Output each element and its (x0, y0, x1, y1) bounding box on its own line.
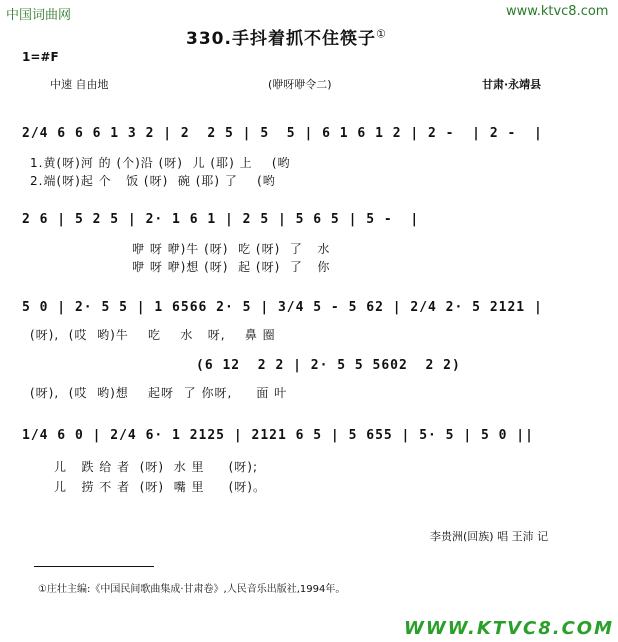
song-title: 330.手抖着抓不住筷子① (186, 27, 387, 49)
lyric-verse-1-row-1: 1.黄(呀)河 的 (个)沿 (呀) 儿 (耶) 上 (哟 (30, 156, 291, 170)
footnote-divider (34, 566, 154, 567)
notation-row-3: 5 0 | 2· 5 5 | 1 6566 2· 5 | 3/4 5 - 5 62 | 2/4 2· 5 2121 | (22, 300, 543, 315)
notation-row-5: 1/4 6 0 | 2/4 6· 1 2125 | 2121 6 5 | 5 655 | 5· 5 | 5 0 || (22, 428, 534, 443)
lyric-verse-1-row-5: 儿 跌 给 者 (呀) 水 里 (呀); (54, 460, 258, 474)
performer-credit: 李贵洲(回族) 唱 王沛 记 (430, 530, 549, 543)
song-region: 甘肃·永靖县 (482, 78, 542, 91)
footnote-text: ①庄壮主编:《中国民间歌曲集成·甘肃卷》,人民音乐出版社,1994年。 (38, 584, 346, 595)
notation-row-1: 2/4 6 6 6 1 3 2 | 2 2 5 | 5 5 | 6 1 6 1 2 | 2 - | 2 - | (22, 126, 543, 141)
site-url-watermark[interactable]: www.ktvc8.com (506, 4, 609, 19)
lyric-verse-2-row-5: 儿 捞 不 者 (呀) 嘴 里 (呀)。 (54, 480, 266, 494)
site-watermark: 中国词曲网 (6, 8, 72, 23)
bottom-url-watermark[interactable]: WWW.KTVC8.COM (404, 618, 614, 639)
footnote-marker: ① (375, 27, 387, 41)
notation-row-4: (6 12 2 2 | 2· 5 5 5602 2 2) (196, 358, 461, 373)
lyric-verse-1-row-2: 咿 呀 咿)牛 (呀) 吃 (呀) 了 水 (132, 242, 331, 256)
lyric-verse-2-row-2: 咿 呀 咿)想 (呀) 起 (呀) 了 你 (132, 260, 331, 274)
key-signature: 1=#F (22, 50, 59, 64)
lyric-verse-2-row-3: (呀), (哎 哟)想 起呀 了 你呀, 面 叶 (30, 386, 288, 400)
tempo-marking: 中速 自由地 (50, 78, 109, 91)
lyric-verse-1-row-3: (呀), (哎 哟)牛 吃 水 呀, 鼻 圈 (30, 328, 276, 342)
song-subtitle: (咿呀咿令二) (268, 78, 332, 91)
lyric-verse-2-row-1: 2.端(呀)起 个 饭 (呀) 碗 (耶) 了 (哟 (30, 174, 276, 188)
notation-row-2: 2 6 | 5 2 5 | 2· 1 6 1 | 2 5 | 5 6 5 | 5 - | (22, 212, 420, 227)
